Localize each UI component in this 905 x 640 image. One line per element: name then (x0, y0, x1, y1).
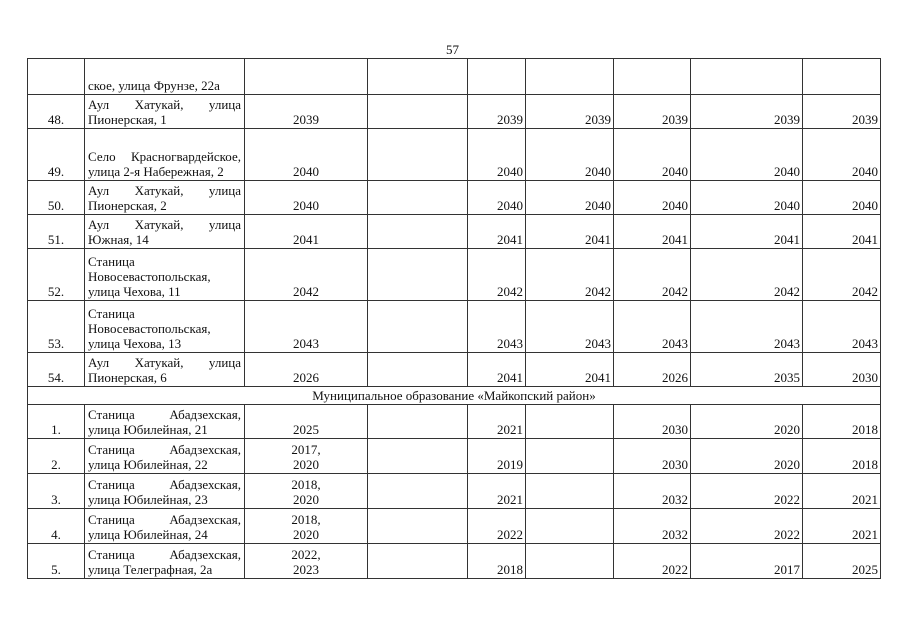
year-cell (368, 249, 468, 301)
address-cell: Станица Абадзехская, улица Телеграфная, 2а (85, 544, 245, 579)
table-row (28, 301, 881, 353)
year-cell: 2021 (803, 474, 881, 509)
year-cell: 2022, 2023 (245, 544, 368, 579)
year-cell: 2042 (526, 249, 614, 301)
year-cell: 2020 (691, 405, 803, 439)
row-number: 3. (28, 474, 85, 509)
address-cell: Станица Абадзехская, улица Юбилейная, 24 (85, 509, 245, 544)
year-cell: 2040 (691, 129, 803, 181)
year-cell: 2039 (245, 95, 368, 129)
year-cell: 2042 (614, 249, 691, 301)
address-cell: Аул Хатукай, улица Южная, 14 (85, 215, 245, 249)
year-cell: 2035 (691, 353, 803, 387)
year-cell (368, 301, 468, 353)
table-row (28, 181, 881, 215)
row-number: 53. (28, 301, 85, 353)
year-cell (526, 509, 614, 544)
table-row (28, 59, 881, 95)
address-cell: Станица Новосевастопольская, улица Чехова, 11 (85, 249, 245, 301)
address-cell: ское, улица Фрунзе, 22а (85, 59, 245, 95)
address-cell: Станица Абадзехская, улица Юбилейная, 23 (85, 474, 245, 509)
year-cell: 2019 (468, 439, 526, 474)
year-cell (368, 353, 468, 387)
year-cell: 2043 (691, 301, 803, 353)
table-row (28, 509, 881, 544)
year-cell: 2040 (468, 129, 526, 181)
address-cell: Аул Хатукай, улица Пионерская, 2 (85, 181, 245, 215)
year-cell (468, 59, 526, 95)
year-cell (368, 405, 468, 439)
year-cell: 2040 (468, 181, 526, 215)
year-cell: 2040 (245, 129, 368, 181)
year-cell: 2017 (691, 544, 803, 579)
table-row (28, 95, 881, 129)
year-cell: 2041 (614, 215, 691, 249)
year-cell (526, 439, 614, 474)
year-cell: 2043 (526, 301, 614, 353)
row-number: 48. (28, 95, 85, 129)
year-cell: 2020 (691, 439, 803, 474)
year-cell: 2040 (803, 129, 881, 181)
year-cell: 2040 (614, 129, 691, 181)
section-header-row (28, 387, 881, 405)
year-cell: 2039 (803, 95, 881, 129)
table-row (28, 249, 881, 301)
year-cell (368, 474, 468, 509)
year-cell: 2030 (614, 405, 691, 439)
address-cell: Аул Хатукай, улица Пионерская, 1 (85, 95, 245, 129)
year-cell (614, 59, 691, 95)
year-cell: 2018 (803, 439, 881, 474)
year-cell: 2042 (803, 249, 881, 301)
year-cell (368, 129, 468, 181)
address-cell: Аул Хатукай, улица Пионерская, 6 (85, 353, 245, 387)
row-number: 51. (28, 215, 85, 249)
row-number: 1. (28, 405, 85, 439)
year-cell: 2041 (526, 215, 614, 249)
year-cell: 2018 (803, 405, 881, 439)
year-cell: 2021 (803, 509, 881, 544)
year-cell: 2022 (691, 509, 803, 544)
table-row (28, 474, 881, 509)
year-cell: 2018, 2020 (245, 474, 368, 509)
year-cell: 2043 (468, 301, 526, 353)
row-number: 49. (28, 129, 85, 181)
year-cell: 2039 (468, 95, 526, 129)
year-cell (368, 509, 468, 544)
year-cell (368, 181, 468, 215)
year-cell (368, 95, 468, 129)
year-cell: 2026 (614, 353, 691, 387)
year-cell: 2030 (803, 353, 881, 387)
year-cell: 2040 (526, 129, 614, 181)
year-cell: 2025 (245, 405, 368, 439)
year-cell: 2041 (691, 215, 803, 249)
year-cell: 2018, 2020 (245, 509, 368, 544)
year-cell: 2042 (468, 249, 526, 301)
year-cell (803, 59, 881, 95)
row-number: 52. (28, 249, 85, 301)
year-cell (245, 59, 368, 95)
row-number: 4. (28, 509, 85, 544)
address-cell: Станица Новосевастопольская, улица Чехова, 13 (85, 301, 245, 353)
row-number: 54. (28, 353, 85, 387)
year-cell (368, 59, 468, 95)
year-cell: 2032 (614, 509, 691, 544)
year-cell: 2018 (468, 544, 526, 579)
year-cell: 2040 (614, 181, 691, 215)
year-cell: 2041 (468, 215, 526, 249)
year-cell (526, 474, 614, 509)
year-cell: 2042 (691, 249, 803, 301)
year-cell: 2040 (526, 181, 614, 215)
year-cell: 2030 (614, 439, 691, 474)
table-row (28, 129, 881, 181)
row-number (28, 59, 85, 95)
year-cell: 2041 (803, 215, 881, 249)
year-cell: 2022 (468, 509, 526, 544)
table-row (28, 405, 881, 439)
year-cell: 2040 (803, 181, 881, 215)
year-cell: 2040 (691, 181, 803, 215)
year-cell (526, 405, 614, 439)
year-cell (526, 544, 614, 579)
schedule-table (27, 58, 881, 579)
year-cell: 2026 (245, 353, 368, 387)
row-number: 5. (28, 544, 85, 579)
year-cell: 2041 (468, 353, 526, 387)
table-row (28, 544, 881, 579)
year-cell: 2042 (245, 249, 368, 301)
year-cell: 2041 (526, 353, 614, 387)
address-cell: Станица Абадзехская, улица Юбилейная, 22 (85, 439, 245, 474)
table-row (28, 353, 881, 387)
year-cell: 2021 (468, 474, 526, 509)
year-cell: 2022 (614, 544, 691, 579)
year-cell (368, 215, 468, 249)
address-cell: Станица Абадзехская, улица Юбилейная, 21 (85, 405, 245, 439)
table-row (28, 215, 881, 249)
year-cell: 2025 (803, 544, 881, 579)
year-cell (526, 59, 614, 95)
section-title: Муниципальное образование «Майкопский район» (28, 387, 881, 405)
year-cell (691, 59, 803, 95)
page-number: 57 (446, 42, 459, 57)
year-cell: 2041 (245, 215, 368, 249)
row-number: 2. (28, 439, 85, 474)
year-cell (368, 439, 468, 474)
year-cell: 2043 (614, 301, 691, 353)
row-number: 50. (28, 181, 85, 215)
year-cell: 2021 (468, 405, 526, 439)
year-cell: 2043 (245, 301, 368, 353)
year-cell: 2032 (614, 474, 691, 509)
year-cell: 2039 (526, 95, 614, 129)
year-cell (368, 544, 468, 579)
year-cell: 2017, 2020 (245, 439, 368, 474)
year-cell: 2039 (691, 95, 803, 129)
year-cell: 2040 (245, 181, 368, 215)
year-cell: 2043 (803, 301, 881, 353)
table-row (28, 439, 881, 474)
year-cell: 2039 (614, 95, 691, 129)
year-cell: 2022 (691, 474, 803, 509)
address-cell: Село Красногвардейское, улица 2-я Набережная, 2 (85, 129, 245, 181)
